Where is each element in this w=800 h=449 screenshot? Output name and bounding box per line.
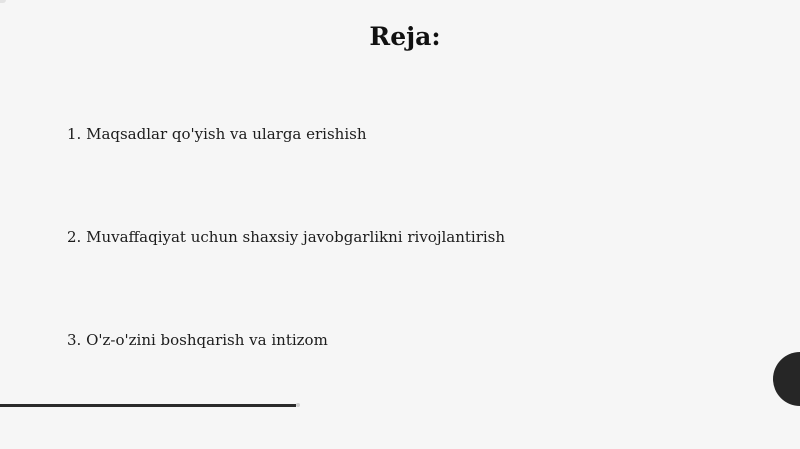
floating-action-button[interactable] <box>773 352 800 406</box>
plan-item-1: 1. Maqsadlar qo'yish va ularga erishish <box>67 125 367 143</box>
plan-item-3: 3. O'z-o'zini boshqarish va intizom <box>67 331 328 349</box>
corner-mark <box>0 0 6 3</box>
slide-title: Reja: <box>369 22 441 51</box>
plan-item-2: 2. Muvaffaqiyat uchun shaxsiy javobgarlikni rivojlantirish <box>67 228 506 246</box>
progress-bar-fill <box>0 404 296 407</box>
progress-bar[interactable] <box>0 404 800 407</box>
